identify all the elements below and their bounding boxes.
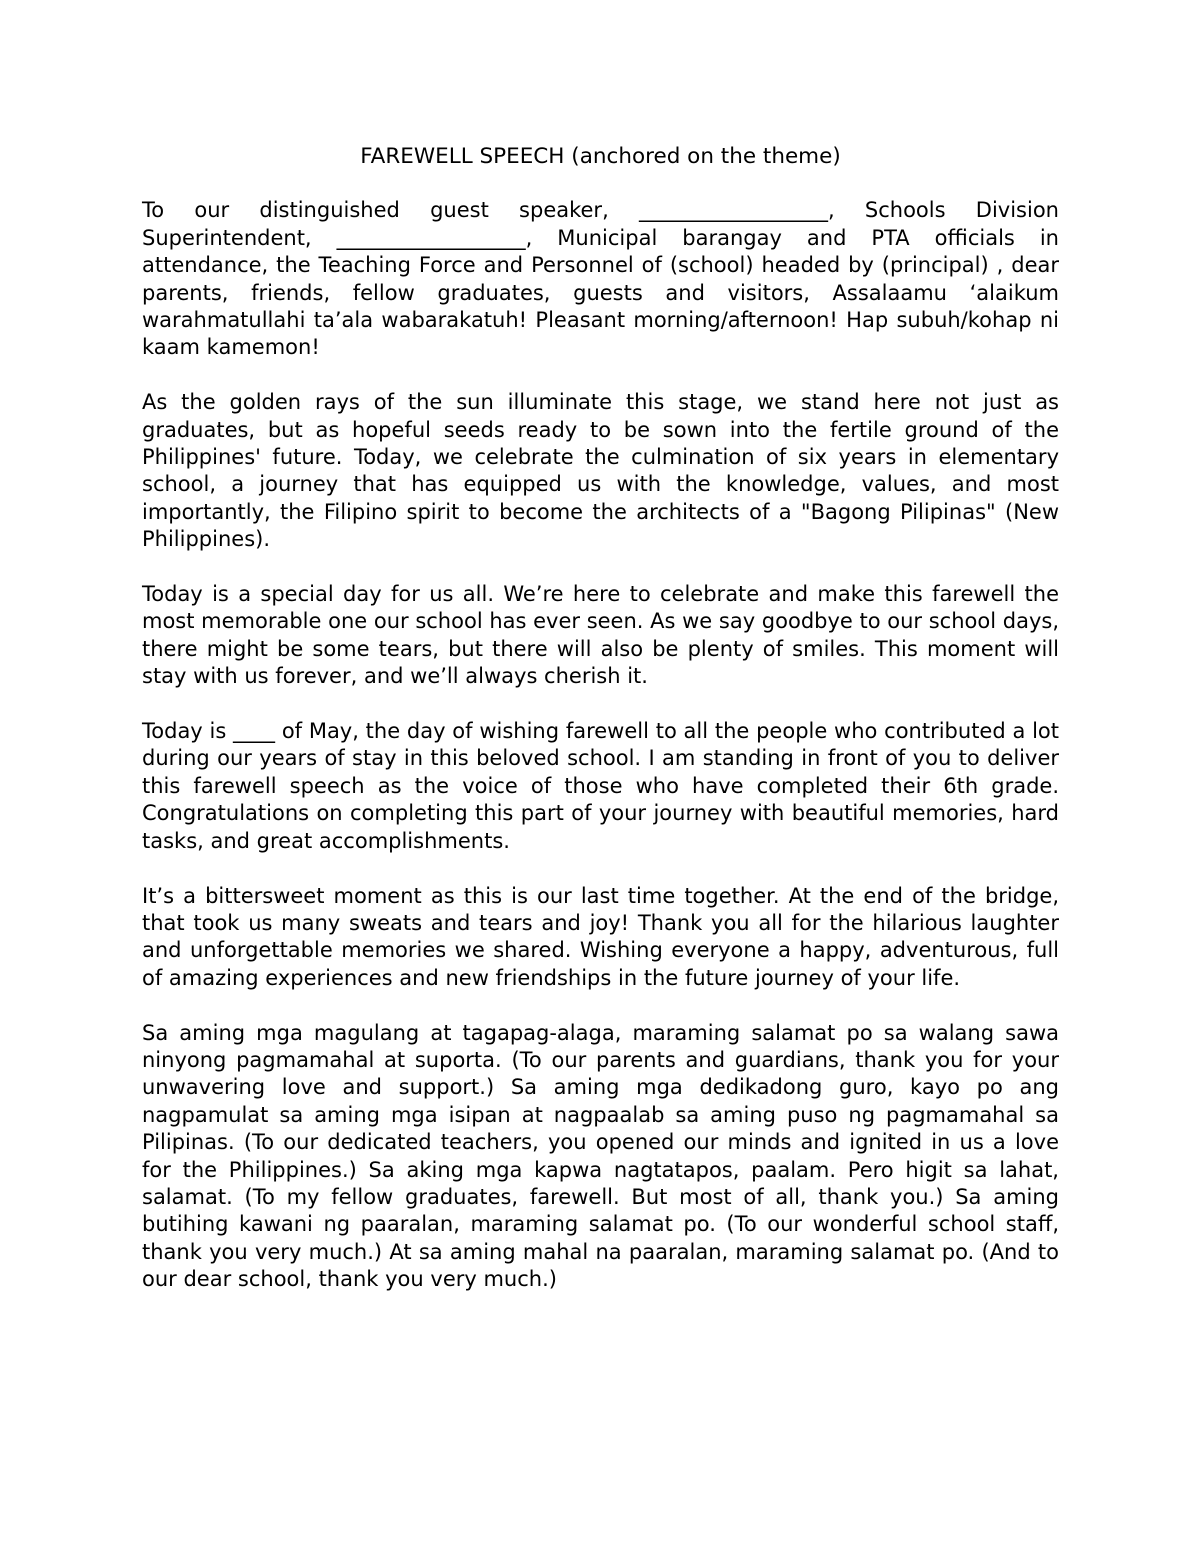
- document-title: FAREWELL SPEECH (anchored on the theme): [360, 144, 841, 169]
- paragraph-thanks: Sa aming mga magulang at tagapag-alaga, maraming salamat po sa walang sawa ninyong pagmamahal at suporta. (To our parents and guardians, thank you for your unwavering love and support.) Sa aming mga dedikadong guro, kayo po ang nagpamulat sa aming mga isipan at nagpaalab sa aming puso ng pagmamahal sa Pilipinas. (To our dedicated teachers, you opened our minds and ignited in us a love for the Philippines.) Sa aking mga kapwa nagtatapos, paalam. Pero higit sa lahat, salamat. (To my fellow graduates, farewell. But most of all, thank you.) Sa aming butihing kawani ng paaralan, maraming salamat po. (To our wonderful school staff, thank you very much.) At sa aming mahal na paaralan, maraming salamat po. (And to our dear school, thank you very much.): [142, 1020, 1059, 1292]
- document-page: [142, 143, 1059, 1321]
- paragraph-special-day: Today is a special day for us all. We’re here to celebrate and make this farewell the most memorable one our school has ever seen. As we say goodbye to our school days, there might be some tears, but there will also be plenty of smiles. This moment will stay with us forever, and we’ll always cherish it.: [142, 582, 1059, 689]
- paragraph-greeting: To our distinguished guest speaker, __________________, Schools Division Superintendent, __________________, Municipal barangay and PTA officials in attendance, the Teaching Force and Personnel of (school) headed by (principal) , dear parents, friends, fellow graduates, guests and visitors, Assalaamu ‘alaikum warahmatullahi ta’ala wabarakatuh! Pleasant morning/afternoon! Hap subuh/kohap ni kaam kamemon!: [142, 198, 1059, 360]
- paragraph-today-of-may: Today is ____ of May, the day of wishing farewell to all the people who contributed a lot during our years of stay in this beloved school. I am standing in front of you to deliver this farewell speech as the voice of those who have completed their 6th grade. Congratulations on completing this part of your journey with beautiful memories, hard tasks, and great accomplishments.: [142, 719, 1059, 853]
- paragraph-golden-rays: As the golden rays of the sun illuminate this stage, we stand here not just as graduates, but as hopeful seeds ready to be sown into the fertile ground of the Philippines' future. Today, we celebrate the culmination of six years in elementary school, a journey that has equipped us with the knowledge, values, and most importantly, the Filipino spirit to become the architects of a "Bagong Pilipinas" (New Philippines).: [142, 390, 1059, 552]
- paragraph-bittersweet: It’s a bittersweet moment as this is our last time together. At the end of the bridge, that took us many sweats and tears and joy! Thank you all for the hilarious laughter and unforgettable memories we shared. Wishing everyone a happy, adventurous, full of amazing experiences and new friendships in the future journey of your life.: [142, 883, 1059, 990]
